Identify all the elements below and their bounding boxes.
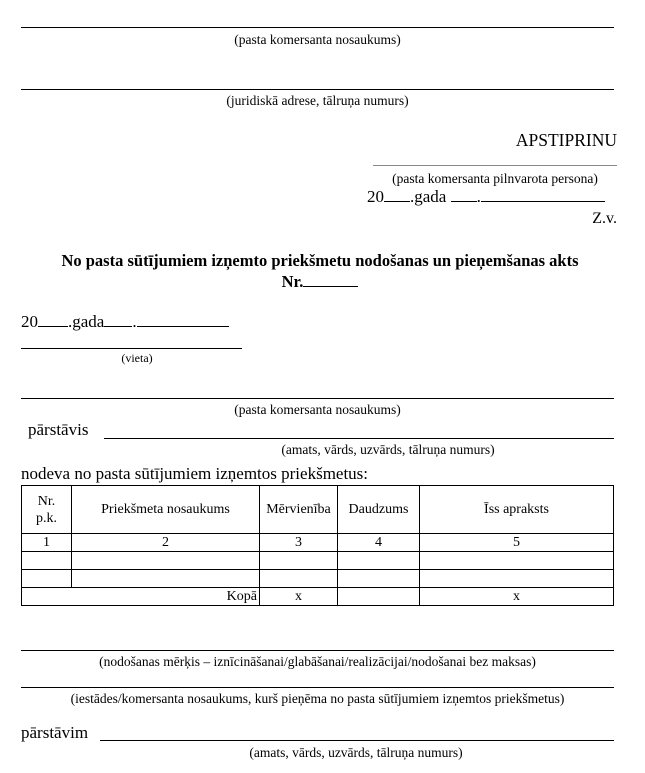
act-month-blank[interactable]	[137, 312, 229, 327]
act-year-blank[interactable]	[38, 312, 68, 327]
purpose-caption: (nodošanas mērķis – iznīcināšanai/glabāšanai/realizācijai/nodošanai bez maksas)	[99, 654, 536, 669]
act-date	[21, 312, 229, 332]
approver-caption: (pasta komersanta pilnvarota persona)	[392, 171, 598, 186]
table-cell[interactable]	[420, 570, 614, 588]
act-date-dot: .	[132, 312, 137, 331]
total-label: Kopā	[22, 588, 260, 606]
address-caption: (juridiskā adrese, tālruņa numurs)	[226, 93, 409, 108]
header-quantity: Daudzums	[338, 486, 420, 534]
document-title	[20, 250, 620, 292]
numbering-cell: 4	[338, 534, 420, 552]
handover-intro-text: nodeva no pasta sūtījumiem izņemtos priekšmetus:	[21, 464, 369, 483]
table-cell[interactable]	[338, 570, 420, 588]
header-description: Īss apraksts	[420, 486, 614, 534]
numbering-cell: 5	[420, 534, 614, 552]
act-date-gada: .gada	[68, 312, 105, 331]
handover-representative-line[interactable]	[104, 438, 614, 439]
receiver-line[interactable]	[21, 687, 614, 688]
receiver-representative-line[interactable]	[100, 740, 614, 741]
header-unit: Mērvienība	[260, 486, 338, 534]
handover-company-caption: (pasta komersanta nosaukums)	[234, 402, 401, 417]
header-nr	[22, 486, 72, 534]
approval-year-blank[interactable]	[384, 187, 410, 202]
document-number-label: Nr.	[281, 272, 304, 291]
company-name-caption: (pasta komersanta nosaukums)	[234, 32, 401, 47]
table-cell[interactable]	[72, 570, 260, 588]
table-cell[interactable]	[338, 552, 420, 570]
document-number-blank[interactable]	[303, 273, 358, 287]
handover-representative-label: pārstāvis	[28, 420, 89, 439]
numbering-cell: 3	[260, 534, 338, 552]
table-cell[interactable]	[260, 570, 338, 588]
header-item-name: Priekšmeta nosaukums	[72, 486, 260, 534]
receiver-representative-caption: (amats, vārds, uzvārds, tālruņa numurs)	[249, 745, 463, 760]
act-day-blank[interactable]	[104, 312, 132, 327]
approval-label: APSTIPRINU	[515, 130, 617, 150]
table-row	[22, 552, 614, 570]
approval-date-prefix: 20	[367, 187, 384, 206]
approval-month-blank[interactable]	[481, 187, 605, 202]
approval-date-dot: .	[476, 187, 481, 206]
handover-company-line[interactable]	[21, 398, 614, 399]
total-quantity[interactable]	[338, 588, 420, 606]
total-description: x	[420, 588, 614, 606]
table-header-row	[22, 486, 614, 534]
items-table	[21, 485, 614, 606]
table-cell[interactable]	[260, 552, 338, 570]
approval-date-gada: .gada	[410, 187, 447, 206]
table-numbering-row	[22, 534, 614, 552]
table-row	[22, 570, 614, 588]
address-line[interactable]	[21, 89, 614, 90]
receiver-representative-label: pārstāvim	[21, 723, 89, 742]
header-nr-label: Nr. p.k.	[36, 493, 57, 526]
total-unit: x	[260, 588, 338, 606]
receiver-caption: (iestādes/komersanta nosaukums, kurš pieņēma no pasta sūtījumiem izņemtos priekšmetus)	[70, 691, 565, 706]
handover-representative-caption: (amats, vārds, uzvārds, tālruņa numurs)	[281, 442, 495, 457]
numbering-cell: 1	[22, 534, 72, 552]
table-cell[interactable]	[22, 570, 72, 588]
table-cell[interactable]	[72, 552, 260, 570]
table-total-row	[22, 588, 614, 606]
table-cell[interactable]	[22, 552, 72, 570]
stamp-label: Z.v.	[592, 210, 617, 227]
place-line[interactable]	[21, 348, 242, 349]
approver-line[interactable]	[373, 165, 617, 166]
numbering-cell: 2	[72, 534, 260, 552]
document-title-text: No pasta sūtījumiem izņemto priekšmetu nodošanas un pieņemšanas akts	[61, 251, 579, 270]
approval-day-blank[interactable]	[451, 187, 477, 202]
act-date-prefix: 20	[21, 312, 38, 331]
approval-date	[367, 187, 605, 207]
purpose-line[interactable]	[21, 650, 614, 651]
table-cell[interactable]	[420, 552, 614, 570]
place-caption: (vieta)	[121, 351, 153, 365]
company-name-line[interactable]	[21, 27, 614, 28]
document-number	[20, 271, 620, 292]
